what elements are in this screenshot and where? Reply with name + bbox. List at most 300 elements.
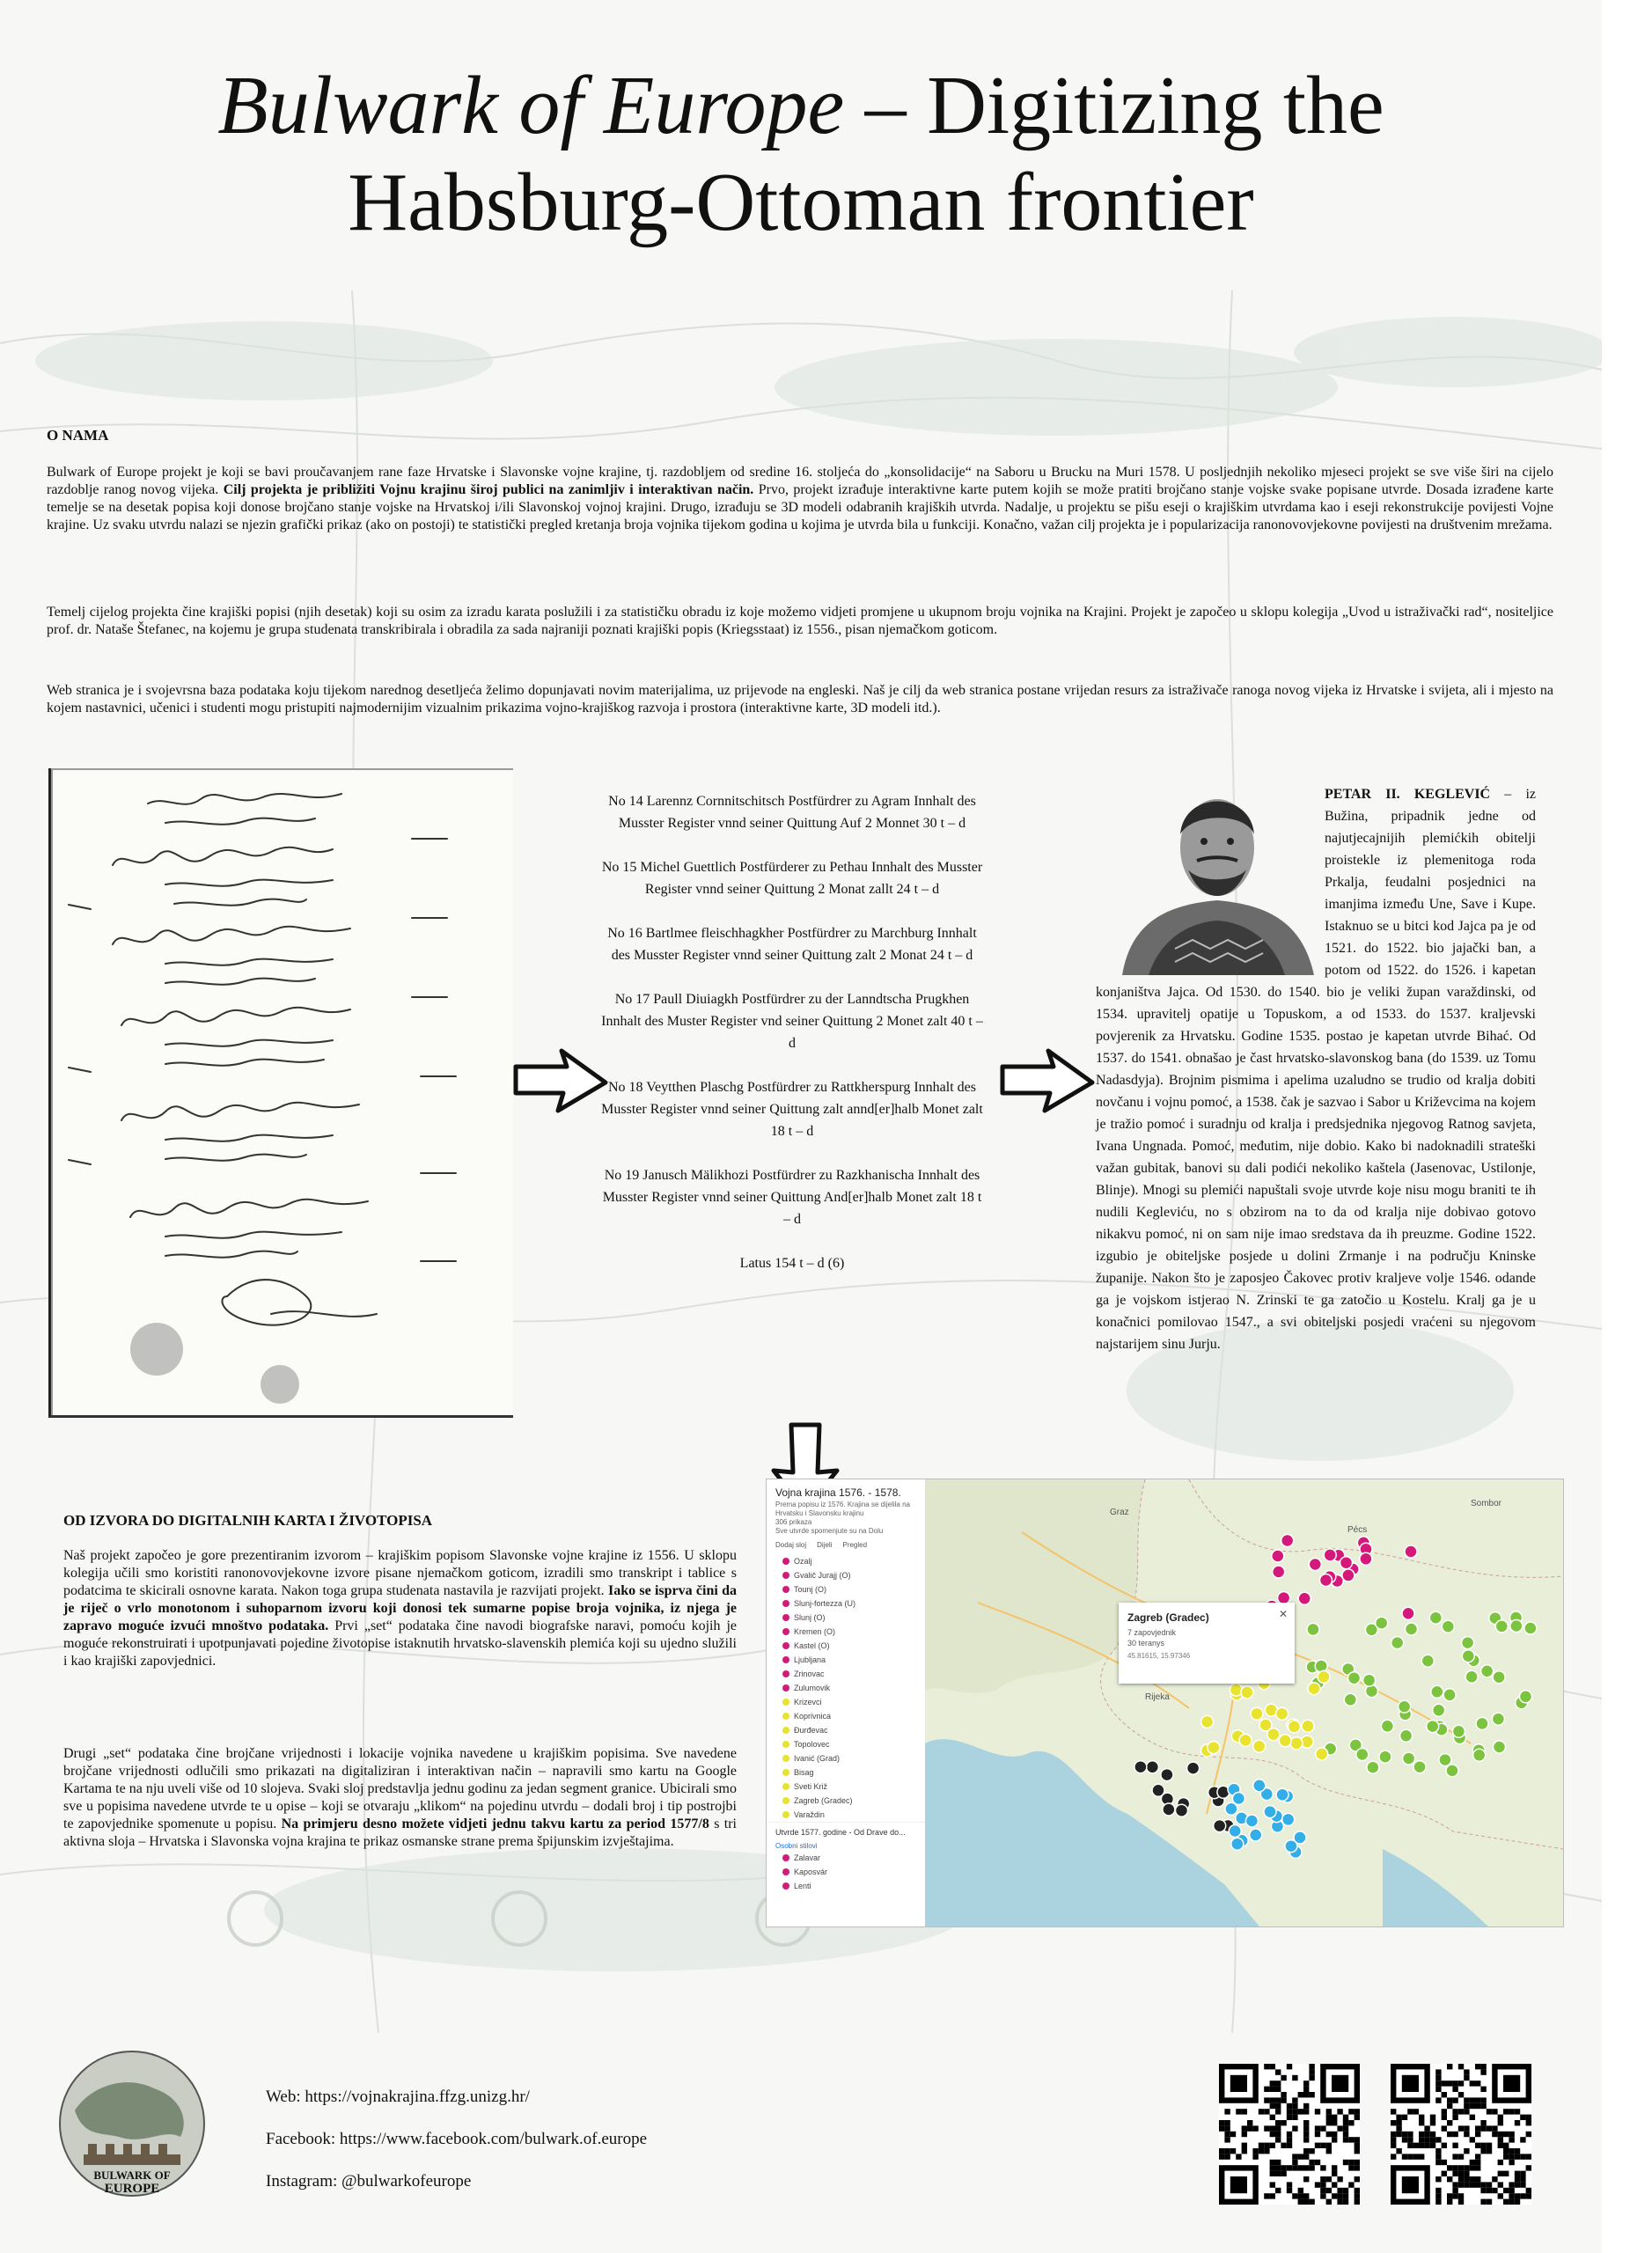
qr-module bbox=[1270, 2132, 1275, 2137]
map-layer-panel bbox=[767, 1479, 926, 1926]
qr-module bbox=[1270, 2165, 1275, 2170]
fortress-marker bbox=[1442, 1620, 1454, 1633]
qr-finder bbox=[1230, 2075, 1247, 2092]
qr-module bbox=[1435, 2193, 1441, 2198]
qr-module bbox=[1487, 2109, 1492, 2114]
qr-module bbox=[1487, 2182, 1492, 2187]
qr-module bbox=[1447, 2081, 1452, 2086]
fortress-marker bbox=[1348, 1672, 1361, 1684]
qr-module bbox=[1303, 2132, 1309, 2137]
qr-module bbox=[1509, 2199, 1514, 2205]
fortress-marker bbox=[1282, 1813, 1295, 1825]
share-button: Dijeli bbox=[817, 1541, 833, 1549]
qr-module bbox=[1509, 2148, 1514, 2154]
fortress-marker bbox=[1146, 1761, 1158, 1773]
map-layer-item bbox=[767, 1780, 925, 1794]
qr-module bbox=[1355, 2109, 1360, 2114]
fortress-marker bbox=[1289, 1721, 1301, 1733]
map-place-label: Pécs bbox=[1347, 1525, 1368, 1535]
map-popup bbox=[1119, 1603, 1295, 1684]
qr-module bbox=[1442, 2109, 1447, 2114]
qr-module bbox=[1424, 2132, 1429, 2137]
fortress-marker bbox=[1520, 1691, 1532, 1703]
layer-item-label: Tounj (O) bbox=[794, 1585, 827, 1594]
layer-item-label: Krizevci bbox=[794, 1698, 822, 1706]
layer-item-label: Koprivnica bbox=[794, 1712, 832, 1721]
qr-module bbox=[1355, 2199, 1360, 2205]
qr-module bbox=[1292, 2109, 1297, 2114]
qr-module bbox=[1498, 2160, 1503, 2165]
qr-module bbox=[1348, 2137, 1354, 2142]
qr-finder bbox=[1332, 2075, 1348, 2092]
qr-module bbox=[1407, 2143, 1413, 2148]
map-layer-item bbox=[767, 1879, 925, 1893]
popup-title: Zagreb (Gradec) bbox=[1127, 1611, 1209, 1624]
map-layer-item bbox=[767, 1808, 925, 1822]
qr-module bbox=[1281, 2143, 1286, 2148]
sources-p2-bold: Na primjeru desno možete vidjeti jednu takvu kartu za period 1577/8 bbox=[281, 1816, 709, 1831]
qr-module bbox=[1309, 2075, 1314, 2081]
fortress-marker bbox=[1279, 1735, 1291, 1747]
fortress-marker bbox=[1473, 1749, 1486, 1761]
qr-module bbox=[1442, 2115, 1447, 2120]
qr-module bbox=[1320, 2182, 1325, 2187]
qr-module bbox=[1526, 2154, 1531, 2159]
qr-code-web[interactable] bbox=[1219, 2064, 1360, 2205]
qr-module bbox=[1275, 2160, 1281, 2165]
fortress-marker bbox=[1308, 1683, 1320, 1695]
qr-module bbox=[1348, 2160, 1354, 2165]
qr-module bbox=[1402, 2132, 1407, 2137]
qr-module bbox=[1281, 2092, 1286, 2097]
qr-module bbox=[1264, 2143, 1269, 2148]
fortress-marker bbox=[1251, 1707, 1263, 1720]
about-p1-text: Bulwark of Europe projekt je koji se bavi proučavanjem rane faze Hrvatske i Slavonske vojne krajine, tj. razdobljem od sredine 16. stoljeća do „konsolidacije“ na Saboru u Brucku na Muri 1578. U posljednjih nekoliko mjeseci projekt se sve više širi na cijelo razdoblje ranog novog vijeka. bbox=[47, 465, 1553, 497]
qr-module bbox=[1526, 2165, 1531, 2170]
sources-paragraph-1 bbox=[63, 1547, 737, 1670]
qr-module bbox=[1503, 2143, 1509, 2148]
qr-module bbox=[1452, 2087, 1457, 2092]
fortress-marker bbox=[1403, 1752, 1415, 1765]
qr-module bbox=[1470, 2165, 1475, 2170]
qr-module bbox=[1348, 2109, 1354, 2114]
qr-module bbox=[1464, 2182, 1469, 2187]
qr-module bbox=[1498, 2171, 1503, 2176]
layer-item-label: Zagreb (Gradec) bbox=[794, 1796, 853, 1805]
about-paragraph-2: Temelj cijelog projekta čine krajiški popisi (njih desetak) koji su osim za izradu karata poslužili i za statističku obradu iz koje možemo vidjeti promjene u ukupnom broju vojnika na Krajini. Projekt je započeo u sklopu kolegija „Uvod u istraživački rad“, nositeljice prof. dr. Nataše Štefanec, na kojemu je grupa studenata transkribirala i obradila za sada najraniji poznati krajiški popis (Kriegsstaat) iz 1556., pisan njemačkom goticom. bbox=[47, 605, 1553, 637]
qr-module bbox=[1355, 2137, 1360, 2142]
qr-module bbox=[1498, 2193, 1503, 2198]
qr-module bbox=[1526, 2115, 1531, 2120]
qr-module bbox=[1419, 2154, 1424, 2159]
project-logo bbox=[57, 2049, 207, 2198]
about-p1-bold: Cilj projekta je približiti Vojnu krajinu široj publici na zanimljiv i interaktivan način. bbox=[223, 482, 754, 497]
qr-module bbox=[1219, 2125, 1224, 2131]
qr-module bbox=[1407, 2132, 1413, 2137]
fortress-marker bbox=[1439, 1754, 1451, 1766]
qr-module bbox=[1526, 2188, 1531, 2193]
qr-module bbox=[1337, 2193, 1342, 2198]
qr-module bbox=[1287, 2143, 1292, 2148]
qr-module bbox=[1247, 2120, 1252, 2125]
qr-module bbox=[1275, 2137, 1281, 2142]
sources-heading: OD IZVORA DO DIGITALNIH KARTA I ŽIVOTOPISA bbox=[63, 1512, 433, 1529]
fortress-marker bbox=[1307, 1623, 1319, 1635]
qr-module bbox=[1435, 2176, 1441, 2182]
qr-module bbox=[1515, 2182, 1520, 2187]
map-layer-list-2 bbox=[767, 1851, 925, 1893]
fortress-marker bbox=[1462, 1637, 1474, 1649]
qr-module bbox=[1435, 2154, 1441, 2159]
fortress-marker bbox=[1285, 1840, 1297, 1853]
qr-module bbox=[1332, 2132, 1337, 2137]
qr-module bbox=[1503, 2154, 1509, 2159]
qr-module bbox=[1292, 2193, 1297, 2198]
qr-module bbox=[1520, 2137, 1525, 2142]
qr-module bbox=[1480, 2182, 1486, 2187]
qr-module bbox=[1419, 2115, 1424, 2120]
fortress-marker bbox=[1239, 1734, 1252, 1746]
qr-module bbox=[1224, 2154, 1230, 2159]
qr-module bbox=[1275, 2132, 1281, 2137]
qr-module bbox=[1337, 2176, 1342, 2182]
qr-module bbox=[1452, 2188, 1457, 2193]
qr-module bbox=[1452, 2193, 1457, 2198]
qr-module bbox=[1264, 2148, 1269, 2154]
fortress-marker bbox=[1476, 1717, 1488, 1729]
map-layer-item bbox=[767, 1865, 925, 1879]
qr-module bbox=[1270, 2160, 1275, 2165]
fortress-marker bbox=[1400, 1729, 1413, 1742]
bio-name: PETAR II. KEGLEVIĆ bbox=[1325, 787, 1491, 802]
layer-item-label: Slunj (O) bbox=[794, 1613, 826, 1622]
fortress-marker bbox=[1421, 1655, 1434, 1667]
map-layer-item bbox=[767, 1765, 925, 1780]
qr-module bbox=[1309, 2069, 1314, 2074]
sources-p1-bold: Iako se isprva čini da je riječ o vrlo monotonom i suhoparnom izvoru koji donosi tek sumarne popise broja vojnika, iz njega je zapravo moguće izvući mnoštvo podataka. bbox=[63, 1583, 737, 1633]
fortress-marker bbox=[1201, 1715, 1214, 1728]
sources-p1-text: Naš projekt započeo je gore prezentiranim izvorom – krajiškim popisom Slavonske vojne krajine iz 1556. U sklopu kolegija učili smo koristiti ranonovovjekovne izvore pisane njemačkom goticom, izradili smo transkript i tablice s podatcima te skicirali osnovne karata. Nakon toga grupa studenata nastavila je razvijati projekt. bbox=[63, 1548, 737, 1598]
qr-module bbox=[1464, 2148, 1469, 2154]
qr-module bbox=[1303, 2125, 1309, 2131]
map-panel-count: 306 prikaza bbox=[775, 1518, 812, 1526]
fortress-marker bbox=[1229, 1825, 1241, 1838]
map-layer-item bbox=[767, 1794, 925, 1808]
qr-module bbox=[1315, 2182, 1320, 2187]
qr-module bbox=[1492, 2125, 1497, 2131]
right-arrow-icon-2 bbox=[999, 1047, 1096, 1113]
qr-module bbox=[1464, 2075, 1469, 2081]
qr-module bbox=[1396, 2120, 1401, 2125]
title-rest: – Digitizing the bbox=[844, 60, 1384, 151]
qr-module bbox=[1402, 2115, 1407, 2120]
qr-code-social[interactable] bbox=[1391, 2064, 1531, 2205]
qr-module bbox=[1475, 2081, 1480, 2086]
qr-module bbox=[1475, 2125, 1480, 2131]
layer-item-label: Slunj-fortezza (U) bbox=[794, 1599, 856, 1608]
qr-module bbox=[1275, 2188, 1281, 2193]
transcript-entry: No 19 Janusch Mälikhozi Postfürdrer zu Razkhanischa Innhalt des Musster Register vnnd seiner Quittung And[er]halb Monet zalt 18 t – d bbox=[602, 1168, 982, 1227]
fortress-marker bbox=[1465, 1670, 1478, 1683]
qr-module bbox=[1270, 2064, 1275, 2069]
qr-module bbox=[1275, 2171, 1281, 2176]
poster-title bbox=[35, 57, 1567, 251]
qr-module bbox=[1515, 2148, 1520, 2154]
qr-module bbox=[1287, 2165, 1292, 2170]
qr-module bbox=[1287, 2188, 1292, 2193]
qr-module bbox=[1343, 2115, 1348, 2120]
sources-p2-text: Drugi „set“ podataka čine brojčane vrijednosti i lokacije vojnika navedene u krajiškim popisima. Sve navedene brojčane vrijednosti odlučili smo prikazati na digitaliziran i interaktivan način – napravili smo kartu na Google Kartama te na nju uveli više od 10 slojeva. Svaki sloj predstavlja jednu godinu za jedan segment granice. Ubicirali smo sve u popisima navedene utvrde te u opise – koji se otvaraju „klikom“ na pojedinu utvrdu – dodali broj i tip postrojbi te zapovjednike spomenute u popisu. bbox=[63, 1746, 737, 1831]
layer-marker-icon bbox=[782, 1882, 789, 1890]
qr-module bbox=[1264, 2109, 1269, 2114]
qr-module bbox=[1303, 2081, 1309, 2086]
fortress-marker bbox=[1433, 1704, 1445, 1716]
qr-module bbox=[1343, 2125, 1348, 2131]
layer-item-label: Kremen (O) bbox=[794, 1627, 836, 1636]
qr-module bbox=[1264, 2193, 1269, 2198]
qr-module bbox=[1458, 2064, 1464, 2069]
qr-module bbox=[1298, 2199, 1303, 2205]
qr-module bbox=[1355, 2165, 1360, 2170]
layer-marker-icon bbox=[782, 1586, 789, 1593]
fortress-marker bbox=[1318, 1670, 1330, 1683]
qr-module bbox=[1498, 2143, 1503, 2148]
qr-module bbox=[1396, 2125, 1401, 2131]
qr-module bbox=[1343, 2188, 1348, 2193]
qr-module bbox=[1435, 2075, 1441, 2081]
qr-module bbox=[1275, 2109, 1281, 2114]
map-layer-item bbox=[767, 1851, 925, 1865]
fortress-marker bbox=[1376, 1617, 1388, 1629]
qr-module bbox=[1332, 2120, 1337, 2125]
fortress-marker bbox=[1225, 1802, 1237, 1815]
qr-module bbox=[1498, 2120, 1503, 2125]
qr-module bbox=[1452, 2132, 1457, 2137]
fortress-marker bbox=[1230, 1684, 1243, 1696]
layer-item-label: Kastel (O) bbox=[794, 1641, 830, 1650]
qr-module bbox=[1230, 2132, 1236, 2137]
layer-marker-icon bbox=[782, 1600, 789, 1607]
qr-module bbox=[1458, 2193, 1464, 2198]
qr-module bbox=[1470, 2081, 1475, 2086]
qr-module bbox=[1343, 2137, 1348, 2142]
qr-module bbox=[1464, 2165, 1469, 2170]
qr-module bbox=[1264, 2097, 1269, 2103]
qr-module bbox=[1287, 2182, 1292, 2187]
logo-text-2: EUROPE bbox=[104, 2182, 160, 2196]
layer-marker-icon bbox=[782, 1755, 789, 1762]
qr-module bbox=[1270, 2103, 1275, 2109]
qr-module bbox=[1315, 2160, 1320, 2165]
qr-module bbox=[1348, 2165, 1354, 2170]
qr-module bbox=[1303, 2199, 1309, 2205]
qr-module bbox=[1515, 2109, 1520, 2114]
fortress-marker bbox=[1462, 1650, 1474, 1662]
layer-item-label: Đurđevac bbox=[794, 1726, 828, 1735]
qr-module bbox=[1470, 2182, 1475, 2187]
fortress-marker bbox=[1187, 1762, 1200, 1774]
qr-module bbox=[1332, 2137, 1337, 2142]
qr-module bbox=[1298, 2165, 1303, 2170]
qr-module bbox=[1326, 2120, 1332, 2125]
fortress-marker bbox=[1524, 1622, 1537, 1634]
qr-module bbox=[1447, 2176, 1452, 2182]
qr-module bbox=[1520, 2171, 1525, 2176]
fortress-marker bbox=[1494, 1741, 1506, 1753]
map-layer-item bbox=[767, 1681, 925, 1695]
fortress-marker bbox=[1363, 1674, 1376, 1686]
qr-module bbox=[1407, 2137, 1413, 2142]
qr-module bbox=[1458, 2154, 1464, 2159]
qr-module bbox=[1270, 2125, 1275, 2131]
transcript-entry: No 16 Bartlmee fleischhagkher Postfürdrer zu Marchburg Innhalt des Musster Register vnnd seiner Quittung zalt 2 Monat 24 t – d bbox=[607, 926, 977, 963]
qr-module bbox=[1259, 2143, 1264, 2148]
qr-module bbox=[1503, 2148, 1509, 2154]
qr-module bbox=[1326, 2176, 1332, 2182]
qr-module bbox=[1320, 2193, 1325, 2198]
qr-module bbox=[1498, 2132, 1503, 2137]
qr-module bbox=[1475, 2182, 1480, 2187]
qr-module bbox=[1303, 2137, 1309, 2142]
fortress-marker bbox=[1315, 1660, 1327, 1672]
layer-marker-icon bbox=[782, 1854, 789, 1861]
qr-module bbox=[1475, 2160, 1480, 2165]
fortress-marker bbox=[1324, 1549, 1336, 1561]
qr-module bbox=[1309, 2064, 1314, 2069]
fortress-marker bbox=[1272, 1550, 1284, 1562]
map-layer-item bbox=[767, 1653, 925, 1667]
qr-module bbox=[1442, 2092, 1447, 2097]
qr-module bbox=[1452, 2154, 1457, 2159]
qr-module bbox=[1247, 2125, 1252, 2131]
qr-module bbox=[1509, 2137, 1514, 2142]
fortress-marker bbox=[1340, 1557, 1353, 1569]
qr-module bbox=[1396, 2148, 1401, 2154]
qr-module bbox=[1447, 2199, 1452, 2205]
instagram-link[interactable]: Instagram: @bulwarkofeurope bbox=[266, 2172, 472, 2191]
qr-module bbox=[1396, 2115, 1401, 2120]
qr-module bbox=[1464, 2109, 1469, 2114]
qr-module bbox=[1492, 2109, 1497, 2114]
logo-text-1: BULWARK OF bbox=[93, 2169, 171, 2182]
qr-module bbox=[1332, 2182, 1337, 2187]
fortress-marker bbox=[1245, 1815, 1258, 1827]
fortress-marker bbox=[1176, 1804, 1188, 1816]
qr-module bbox=[1281, 2075, 1286, 2081]
fortress-marker bbox=[1366, 1685, 1378, 1698]
qr-module bbox=[1430, 2115, 1435, 2120]
qr-module bbox=[1275, 2081, 1281, 2086]
map-panel-title: Vojna krajina 1576. - 1578. bbox=[775, 1486, 901, 1499]
qr-module bbox=[1292, 2075, 1297, 2081]
qr-module bbox=[1355, 2193, 1360, 2198]
qr-module bbox=[1343, 2120, 1348, 2125]
qr-module bbox=[1355, 2143, 1360, 2148]
qr-module bbox=[1275, 2097, 1281, 2103]
fortress-marker bbox=[1253, 1780, 1266, 1792]
qr-module bbox=[1242, 2143, 1247, 2148]
qr-module bbox=[1236, 2154, 1241, 2159]
qr-module bbox=[1509, 2193, 1514, 2198]
qr-module bbox=[1309, 2148, 1314, 2154]
qr-module bbox=[1515, 2154, 1520, 2159]
qr-module bbox=[1270, 2097, 1275, 2103]
qr-module bbox=[1470, 2103, 1475, 2109]
fortress-marker bbox=[1431, 1685, 1443, 1698]
qr-module bbox=[1320, 2125, 1325, 2131]
qr-module bbox=[1480, 2125, 1486, 2131]
qr-module bbox=[1391, 2143, 1396, 2148]
qr-module bbox=[1287, 2115, 1292, 2120]
qr-module bbox=[1480, 2143, 1486, 2148]
qr-module bbox=[1424, 2125, 1429, 2131]
qr-module bbox=[1498, 2137, 1503, 2142]
qr-module bbox=[1270, 2115, 1275, 2120]
qr-module bbox=[1242, 2132, 1247, 2137]
qr-module bbox=[1475, 2176, 1480, 2182]
fortress-marker bbox=[1250, 1829, 1262, 1841]
qr-finder bbox=[1230, 2176, 1247, 2193]
map-layer-item bbox=[767, 1723, 925, 1737]
fortress-marker bbox=[1208, 1742, 1220, 1754]
fortress-marker bbox=[1309, 1559, 1321, 1571]
layer-marker-icon bbox=[782, 1628, 789, 1635]
qr-module bbox=[1458, 2081, 1464, 2086]
qr-module bbox=[1270, 2087, 1275, 2092]
qr-module bbox=[1337, 2125, 1342, 2131]
qr-module bbox=[1447, 2165, 1452, 2170]
fortress-marker bbox=[1399, 1700, 1411, 1713]
facebook-link[interactable]: Facebook: https://www.facebook.com/bulwark.of.europe bbox=[266, 2130, 648, 2148]
qr-module bbox=[1480, 2103, 1486, 2109]
qr-module bbox=[1281, 2097, 1286, 2103]
popup-line-1: 7 zapovjednik bbox=[1127, 1628, 1177, 1637]
qr-module bbox=[1435, 2148, 1441, 2154]
qr-module bbox=[1515, 2176, 1520, 2182]
qr-module bbox=[1509, 2182, 1514, 2187]
fortress-marker bbox=[1161, 1769, 1173, 1781]
map-layer-item bbox=[767, 1667, 925, 1681]
qr-module bbox=[1326, 2115, 1332, 2120]
preview-button: Pregled bbox=[842, 1541, 868, 1549]
qr-module bbox=[1242, 2148, 1247, 2154]
fortress-marker bbox=[1446, 1765, 1458, 1777]
web-link[interactable]: Web: https://vojnakrajina.ffzg.unizg.hr/ bbox=[266, 2088, 530, 2106]
fortress-marker bbox=[1379, 1750, 1391, 1763]
qr-module bbox=[1447, 2097, 1452, 2103]
qr-module bbox=[1464, 2125, 1469, 2131]
layer-item-label: Topolovec bbox=[794, 1740, 830, 1749]
layer-item-label: Ivanić (Grad) bbox=[794, 1754, 841, 1763]
qr-module bbox=[1520, 2182, 1525, 2187]
qr-module bbox=[1447, 2103, 1452, 2109]
qr-module bbox=[1391, 2137, 1396, 2142]
sources-p1-text-2: Prvi „set“ podataka čine navodi biografske naravi, pomoću kojih je moguće rekonstruirati i upotpunjavati pojedine životopise istaknutih hrvatsko-slavenskih plemića koji su ujedno služili i kao krajiški zapovjednici. bbox=[63, 1618, 738, 1669]
layer-marker-icon bbox=[782, 1670, 789, 1677]
qr-module bbox=[1430, 2137, 1435, 2142]
fortress-marker bbox=[1298, 1592, 1311, 1604]
qr-module bbox=[1458, 2182, 1464, 2187]
qr-module bbox=[1464, 2069, 1469, 2074]
qr-module bbox=[1430, 2143, 1435, 2148]
qr-module bbox=[1503, 2199, 1509, 2205]
qr-module bbox=[1298, 2193, 1303, 2198]
qr-module bbox=[1264, 2125, 1269, 2131]
qr-module bbox=[1480, 2069, 1486, 2074]
qr-module bbox=[1470, 2115, 1475, 2120]
qr-module bbox=[1480, 2120, 1486, 2125]
qr-module bbox=[1480, 2064, 1486, 2069]
